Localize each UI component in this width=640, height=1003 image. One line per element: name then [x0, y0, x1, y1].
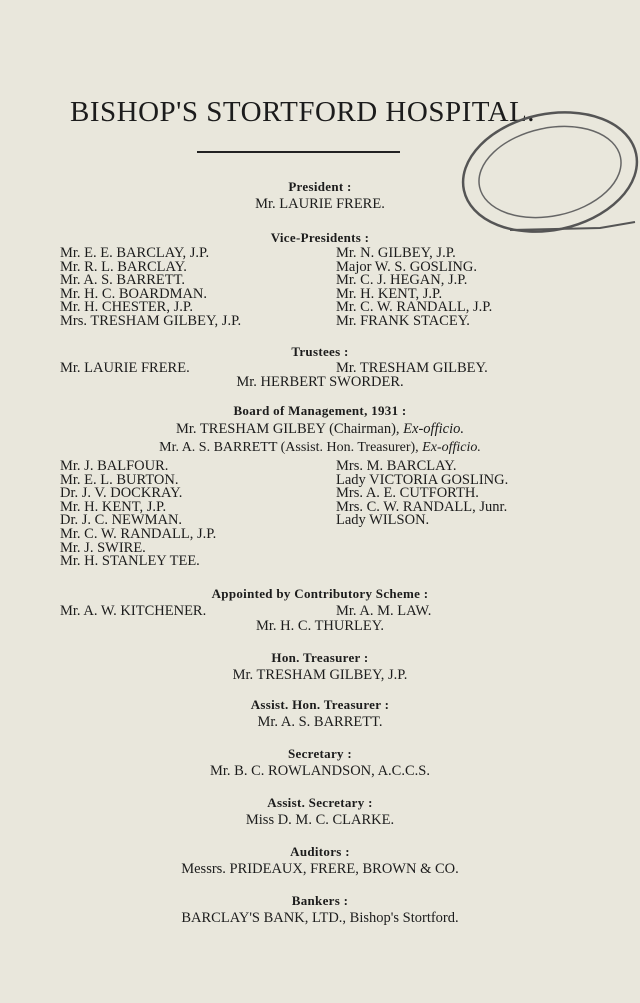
board-left-item: Mr. H. STANLEY TEE. [60, 553, 200, 570]
vice-presidents-left [60, 247, 241, 329]
vp-left-item: Mrs. TRESHAM GILBEY, J.P. [60, 312, 242, 329]
vp-right-item: Major W. S. GOSLING. [336, 258, 477, 275]
board-right-item: Mrs. C. W. RANDALL, Junr. [336, 498, 508, 515]
bankers-heading: Bankers : [291, 893, 349, 908]
vice-presidents-right [336, 247, 492, 329]
vp-left-item: Mr. H. C. BOARDMAN. [60, 285, 208, 302]
vice-presidents-heading: Vice-Presidents : [270, 230, 370, 245]
contributory-heading: Appointed by Contributory Scheme : [211, 586, 429, 601]
vp-left-item: Mr. A. S. BARRETT. [60, 272, 186, 289]
contributory-left: Mr. A. W. KITCHENER. [60, 603, 207, 619]
board-treasurer-line [0, 440, 640, 456]
trustees-heading: Trustees : [291, 344, 349, 359]
board-left-item: Mr. J. BALFOUR. [60, 458, 169, 474]
auditors-heading: Auditors : [290, 844, 350, 859]
hon-treasurer-heading: Hon. Treasurer : [271, 650, 369, 665]
assist-hon-treasurer-heading: Assist. Hon. Treasurer : [250, 697, 390, 712]
board-right-item: Mrs. M. BARCLAY. [336, 458, 457, 474]
trustee-right: Mr. TRESHAM GILBEY. [336, 360, 488, 376]
contributory-center: Mr. H. C. THURLEY. [256, 618, 384, 634]
secretary-heading: Secretary : [287, 746, 353, 761]
board-left-item: Mr. E. L. BURTON. [60, 471, 179, 488]
board-treasurer-role: Ex-officio. [422, 440, 481, 455]
board-chairman-role: Ex-officio. [403, 421, 464, 437]
bankers-name: BARCLAY'S BANK, LTD., Bishop's Stortford. [181, 910, 459, 926]
vp-right-item: Mr. C. J. HEGAN, J.P. [336, 272, 468, 289]
board-chairman: Mr. TRESHAM GILBEY (Chairman), [176, 421, 400, 437]
vp-left-item: Mr. H. CHESTER, J.P. [60, 299, 193, 316]
trustee-center: Mr. HERBERT SWORDER. [236, 374, 404, 390]
board-chairman-line [0, 421, 640, 438]
page-title: BISHOP'S STORTFORD HOSPITAL. [70, 96, 536, 128]
auditors-name: Messrs. PRIDEAUX, FRERE, BROWN & CO. [181, 861, 459, 877]
title-rule [197, 151, 400, 153]
board-right-item: Lady WILSON. [336, 512, 430, 529]
trustee-left: Mr. LAURIE FRERE. [60, 360, 190, 376]
board-left-item: Mr. H. KENT, J.P. [60, 498, 167, 515]
assist-secretary-name: Miss D. M. C. CLARKE. [245, 812, 395, 828]
board-left-item: Mr. C. W. RANDALL, J.P. [60, 525, 217, 542]
board-right-item: Lady VICTORIA GOSLING. [336, 471, 509, 488]
board-left-item: Mr. J. SWIRE. [60, 539, 146, 556]
hon-treasurer-name: Mr. TRESHAM GILBEY, J.P. [232, 667, 408, 683]
board-left [60, 460, 216, 569]
vp-left-item: Mr. R. L. BARCLAY. [60, 258, 187, 275]
board-right [336, 460, 508, 528]
board-right-item: Mrs. A. E. CUTFORTH. [336, 485, 479, 502]
vp-right-item: Mr. H. KENT, J.P. [336, 285, 443, 302]
assist-hon-treasurer-name: Mr. A. S. BARRETT. [257, 714, 383, 730]
board-left-item: Dr. J. V. DOCKRAY. [60, 485, 183, 502]
contributory-right: Mr. A. M. LAW. [336, 603, 432, 619]
president-name: Mr. LAURIE FRERE. [255, 196, 385, 212]
board-left-item: Dr. J. C. NEWMAN. [60, 512, 183, 529]
vp-right-item: Mr. N. GILBEY, J.P. [336, 245, 456, 261]
board-heading: Board of Management, 1931 : [233, 403, 407, 418]
secretary-name: Mr. B. C. ROWLANDSON, A.C.C.S. [210, 763, 430, 779]
board-treasurer: Mr. A. S. BARRETT (Assist. Hon. Treasurer), [159, 440, 419, 455]
president-heading: President : [288, 179, 352, 194]
vp-right-item: Mr. C. W. RANDALL, J.P. [336, 299, 493, 316]
vp-left-item: Mr. E. E. BARCLAY, J.P. [60, 245, 210, 261]
assist-secretary-heading: Assist. Secretary : [267, 795, 373, 810]
vp-right-item: Mr. FRANK STACEY. [336, 312, 470, 329]
